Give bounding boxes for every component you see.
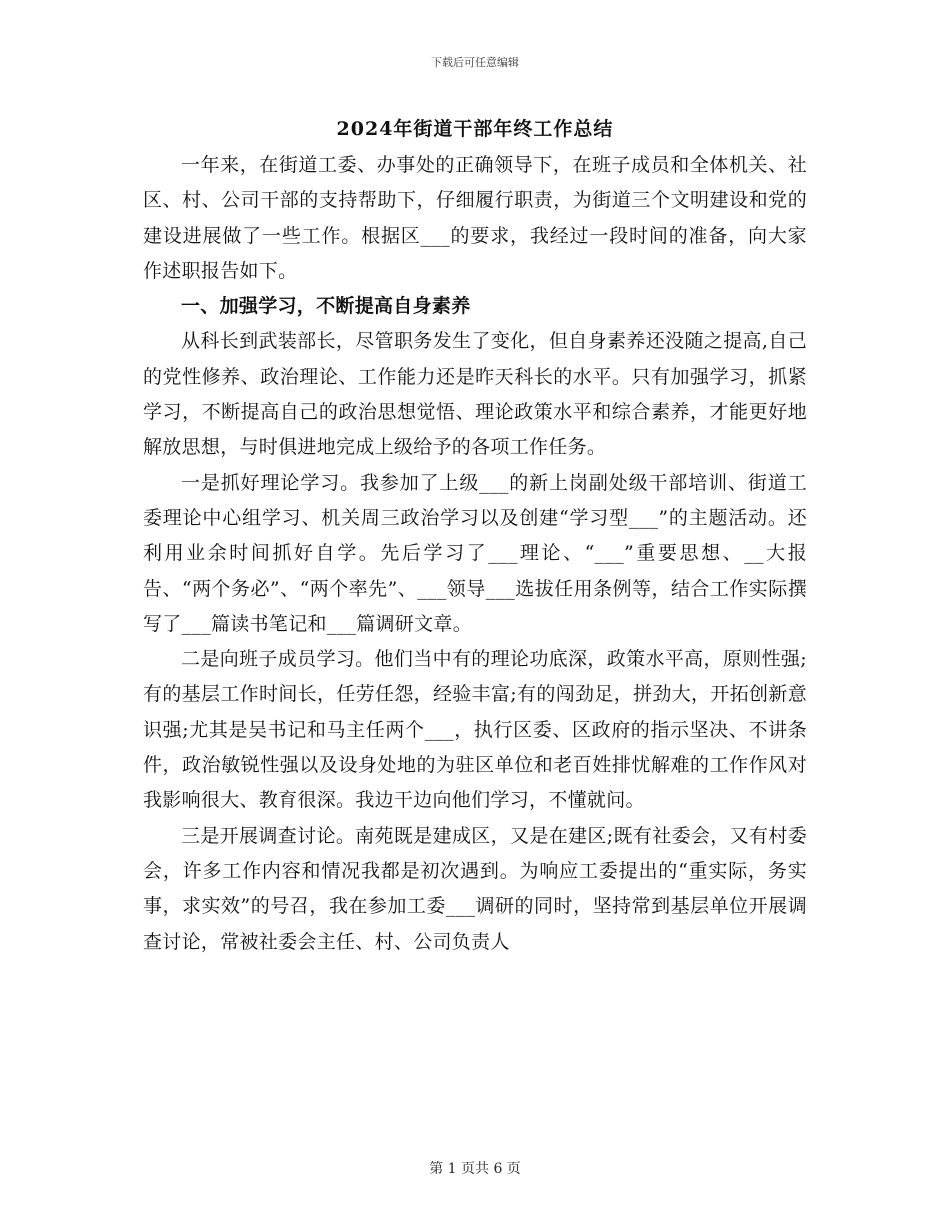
paragraph-section-1-intro: 从科长到武装部长，尽管职务发生了变化，但自身素养还没随之提高,自己的党性修养、政治理论、工作能力还是昨天科长的水平。只有加强学习，抓紧学习，不断提高自己的政治思想觉悟、理论政策水平和综合素养，才能更好地解放思想，与时俱进地完成上级给予的各项工作任务。	[143, 330, 807, 459]
page-number-footer: 第 1 页共 6 页	[429, 1161, 521, 1177]
section-heading-1: 一、加强学习，不断提高自身素养	[181, 295, 471, 318]
page-header-note: 下载后可任意编辑	[431, 56, 519, 69]
paragraph-intro: 一年来，在街道工委、办事处的正确领导下，在班子成员和全体机关、社区、村、公司干部的支持帮助下，仔细履行职责，为街道三个文明建设和党的建设进展做了一些工作。根据区___的要求，我经过一段时间的准备，向大家作述职报告如下。	[143, 154, 807, 282]
paragraph-investigation: 三是开展调查讨论。南苑既是建成区，又是在建区;既有社委会，又有村委会，许多工作内容和情况我都是初次遇到。为响应工委提出的“重实际，务实事，求实效”的号召，我在参加工委___调研的同时，坚持常到基层单位开展调查讨论，常被社委会主任、村、公司负责人	[143, 824, 807, 953]
paragraph-learn-from-team: 二是向班子成员学习。他们当中有的理论功底深，政策水平高，原则性强;有的基层工作时间长，任劳任怨，经验丰富;有的闯劲足，拼劲大，开拓创新意识强;尤其是吴书记和马主任两个___，执行区委、区政府的指示坚决、不讲条件，政治敏锐性强以及设身处地的为驻区单位和老百姓排忧解难的工作作风对我影响很大、教育很深。我边干边向他们学习，不懂就问。	[143, 648, 807, 812]
paragraph-theory-study: 一是抓好理论学习。我参加了上级___的新上岗副处级干部培训、街道工委理论中心组学习、机关周三政治学习以及创建“学习型___”的主题活动。还利用业余时间抓好自学。先后学习了___理论、“___”重要思想、__大报告、“两个务必”、“两个率先”、___领导___选拔任用条例等，结合工作实际撰写了___篇读书笔记和___篇调研文章。	[143, 471, 807, 635]
document-title: 2024年街道干部年终工作总结	[336, 118, 614, 140]
document-body	[143, 148, 807, 960]
